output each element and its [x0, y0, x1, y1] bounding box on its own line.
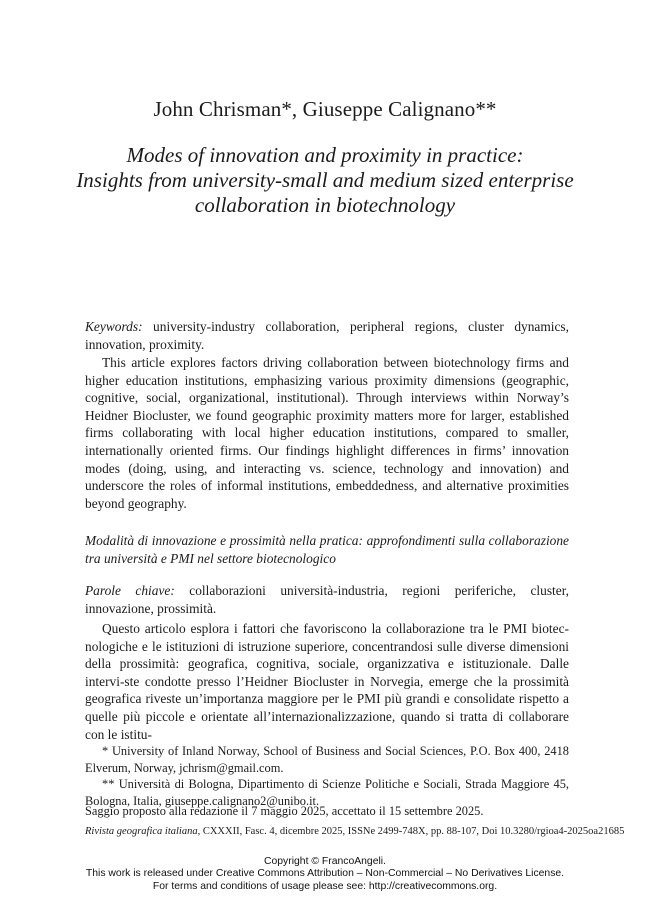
license-line: This work is released under Creative Commons Attribution – Non-Commercial – No Derivatives License. — [85, 868, 565, 880]
article-title — [60, 143, 590, 218]
keywords-label: Keywords: — [85, 319, 143, 334]
keywords-it-text: collaborazioni università-industria, regioni periferiche, cluster, innovazione, prossimità. — [85, 583, 569, 616]
title-line: collaboration in biotechnology — [194, 193, 456, 217]
footnote-2: ** Università di Bologna, Dipartimento di Scienze Politiche e Sociali, Strada Maggiore 45, Bologna, Italia, giuseppe.calignano2@unibo.it. — [85, 777, 569, 808]
keywords-it — [85, 582, 569, 617]
title-line: Modes of innovation and proximity in practice: — [126, 143, 524, 167]
keywords-text: university-industry collaboration, peripheral regions, cluster dynamics, innovation, proximity. — [85, 319, 569, 352]
submission-note: Saggio proposto alla redazione il 7 maggio 2025, accettato il 15 settembre 2025. — [85, 804, 484, 818]
journal-citation — [85, 826, 625, 837]
title-line: Insights from university-small and medium sized enterprise — [76, 168, 574, 192]
keywords-it-label: Parole chiave: — [85, 583, 175, 598]
abstract-en: This article explores factors driving collaboration between biotechnology firms and higher education institutions, emphasizing various proximity dimensions (geographic, cognitive, social, organizational, institutional). Through interviews within Norway’s Heidner Biocluster, we found geographic proximity matters more for larger, established firms collaborating with local higher education institutions, compared to smaller, internationally oriented firms. Our findings highlight differences in firms’ innovation modes (doing, using, and interacting vs. science, technology and innovation) and underscore the roles of informal institutions, embeddedness, and alternative proximities beyond geography. — [85, 355, 569, 511]
italian-title: Modalità di innovazione e prossimità nella pratica: approfondimenti sulla collaborazione tra università e PMI nel settore biotecnologico — [85, 533, 569, 566]
authors: John Chrisman*, Giuseppe Calignano** — [153, 97, 497, 121]
footnote-1: * University of Inland Norway, School of Business and Social Sciences, P.O. Box 400, 2418 Elverum, Norway, jchrism@gmail.com. — [85, 744, 569, 775]
journal-name: Rivista geografica italiana — [85, 826, 198, 837]
terms-line: For terms and conditions of usage please see: http://creativecommons.org. — [152, 880, 498, 892]
copyright-line: Copyright © FrancoAngeli. — [263, 856, 386, 867]
footnotes — [85, 743, 569, 809]
abstract-it: Questo articolo esplora i fattori che favoriscono la collaborazione tra le PMI biotec-nologiche e le istituzioni di istruzione superiore, concentrandosi sulle diverse dimensioni della prossimità: geografica, cognitiva, sociale, organizzativa e istituzionale. Dalle intervi-ste condotte presso l’Heidner Biocluster in Norvegia, emerge che la prossimità geografica riveste un’importanza maggiore per le PMI più grandi e consolidate rispetto a quelle più piccole e orientate all’internazionalizzazione, quando si tratta di collaborare con le istitu- — [85, 621, 569, 742]
keywords-en — [85, 318, 569, 353]
copyright-notice — [0, 856, 650, 893]
journal-details: , CXXXII, Fasc. 4, dicembre 2025, ISSNe 2499-748X, pp. 88-107, Doi 10.3280/rgioa4-2025oa21685 — [197, 826, 625, 837]
